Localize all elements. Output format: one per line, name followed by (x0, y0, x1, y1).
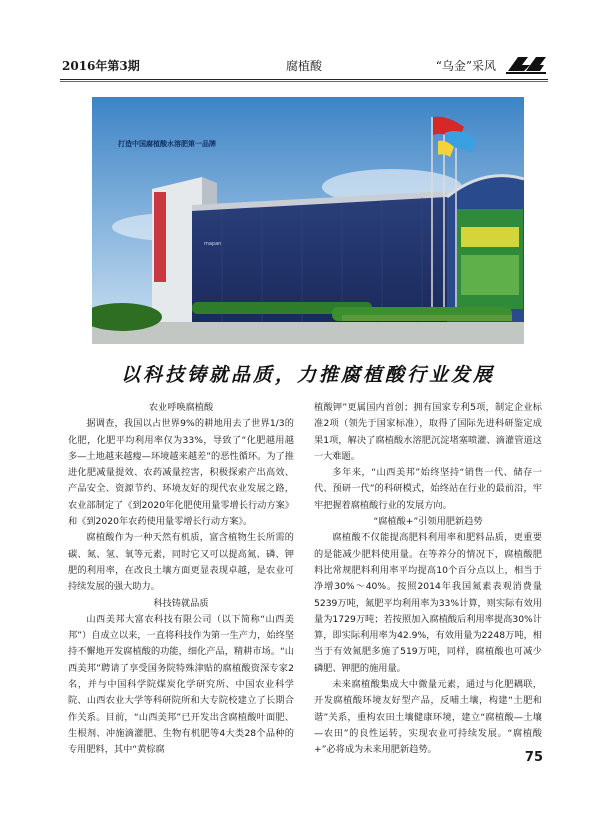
section-heading: “腐植酸+”引领用肥新趋势 (373, 516, 483, 528)
magazine-name: 腐植酸 (285, 59, 322, 73)
magazine-logo-icon (504, 53, 548, 75)
building-sign: mapan (204, 241, 222, 247)
paragraph: 未来腐植酸集成大中微量元素，通过与化肥耦联，开发腐植酸环境友好型产品，反哺土壤，构建“土肥和谐”关系，重构农田土壤健康环境，建立“腐植酸—土壤—农田”的良性运转，实现农业可持续发展。“腐植酸+”必将成为未来用肥新趋势。 (314, 679, 542, 756)
column-name: “乌金”采风 (435, 59, 496, 73)
article-title: 以科技铸就品质，力推腐植酸行业发展 (120, 364, 495, 386)
section-heading: 农业呼唤腐植酸 (148, 402, 214, 413)
paragraph: 山西美邦大富农科技有限公司（以下简称“山西美邦”）自成立以来，一直将科技作为第一生产力，始终坚持不懈地开发腐植酸的功能，细化产品，精耕市场。“山西美邦”聘请了享受国务院特殊津贴的腐植酸资深专家2名，并与中国科学院煤炭化学研究所、中国农业科学院、山西农业大学等科研院所和大专院校建立了长期合作关系。目前，“山西美邦”已开发出含腐植酸叶面肥、生根剂、冲施滴灌肥、生物有机肥等4大类28个品种的专用肥料，其中“黄棕腐 (68, 613, 294, 756)
paragraph: 植酸钾”更属国内首创；拥有国家专利5项，制定企业标准2项（领先于国家标准），取得了国际先进科研鉴定成果1项，解决了腐植酸水溶肥沉淀堵塞喷灌、滴灌管道这一大难题。 (314, 402, 542, 462)
header-rule-thin (60, 81, 548, 82)
page-number: 75 (524, 750, 543, 765)
paragraph: 腐植酸不仅能提高肥料利用率和肥料品质，更重要的是能减少肥料使用量。在等养分的情况下，腐植酸肥料比常规肥料利用率平均提高10个百分点以上，相当于净增30%～40%。按照2014年我国氮素表观消费量5239万吨，氮肥平均利用率为33%计算，则实际有效用量为1729万吨；若按照加入腐植酸后利用率提高30%计算，即实际利用率为42.9%，有效用量为2248万吨，相当于有效氮肥多施了519万吨，同样，腐植酸也可减少磷肥、钾肥的施用量。 (314, 532, 542, 674)
paragraph: 据调查，我国以占世界9%的耕地用去了世界1/3的化肥，化肥平均利用率仅为33%，导致了“化肥越用越多—土地越来越瘦—环境越来越差”的恶性循环。为了推进化肥减量提效、农药减量控害，积极探索产出高效、产品安全、资源节约、环境友好的现代农业发展之路，农业部制定了《到2020年化肥使用量零增长行动方案》和《到2020年农药使用量零增长行动方案》。 (68, 418, 294, 528)
photo-caption: 打造中国腐植酸水溶肥第一品牌 (118, 140, 216, 148)
left-column (68, 400, 294, 759)
right-column (314, 400, 542, 759)
paragraph: 多年来，“山西美邦”始终坚持“销售一代、储存一代、预研一代”的科研模式，始终站在行业的最前沿，牢牢把握着腐植酸行业的发展方向。 (314, 467, 542, 511)
section-heading: 科技铸就品质 (153, 597, 209, 609)
factory-photo (92, 97, 524, 344)
header-rule (60, 79, 548, 80)
paragraph: 腐植酸作为一种天然有机质，富含植物生长所需的碳、氮、氢、氧等元素，同时它又可以提高氮、磷、钾肥的利用率，在改良土壤方面更显表现卓越，是农业可持续发展的强大助力。 (68, 532, 294, 593)
issue-label: 2016年第3期 (62, 59, 140, 73)
running-header (60, 57, 548, 77)
